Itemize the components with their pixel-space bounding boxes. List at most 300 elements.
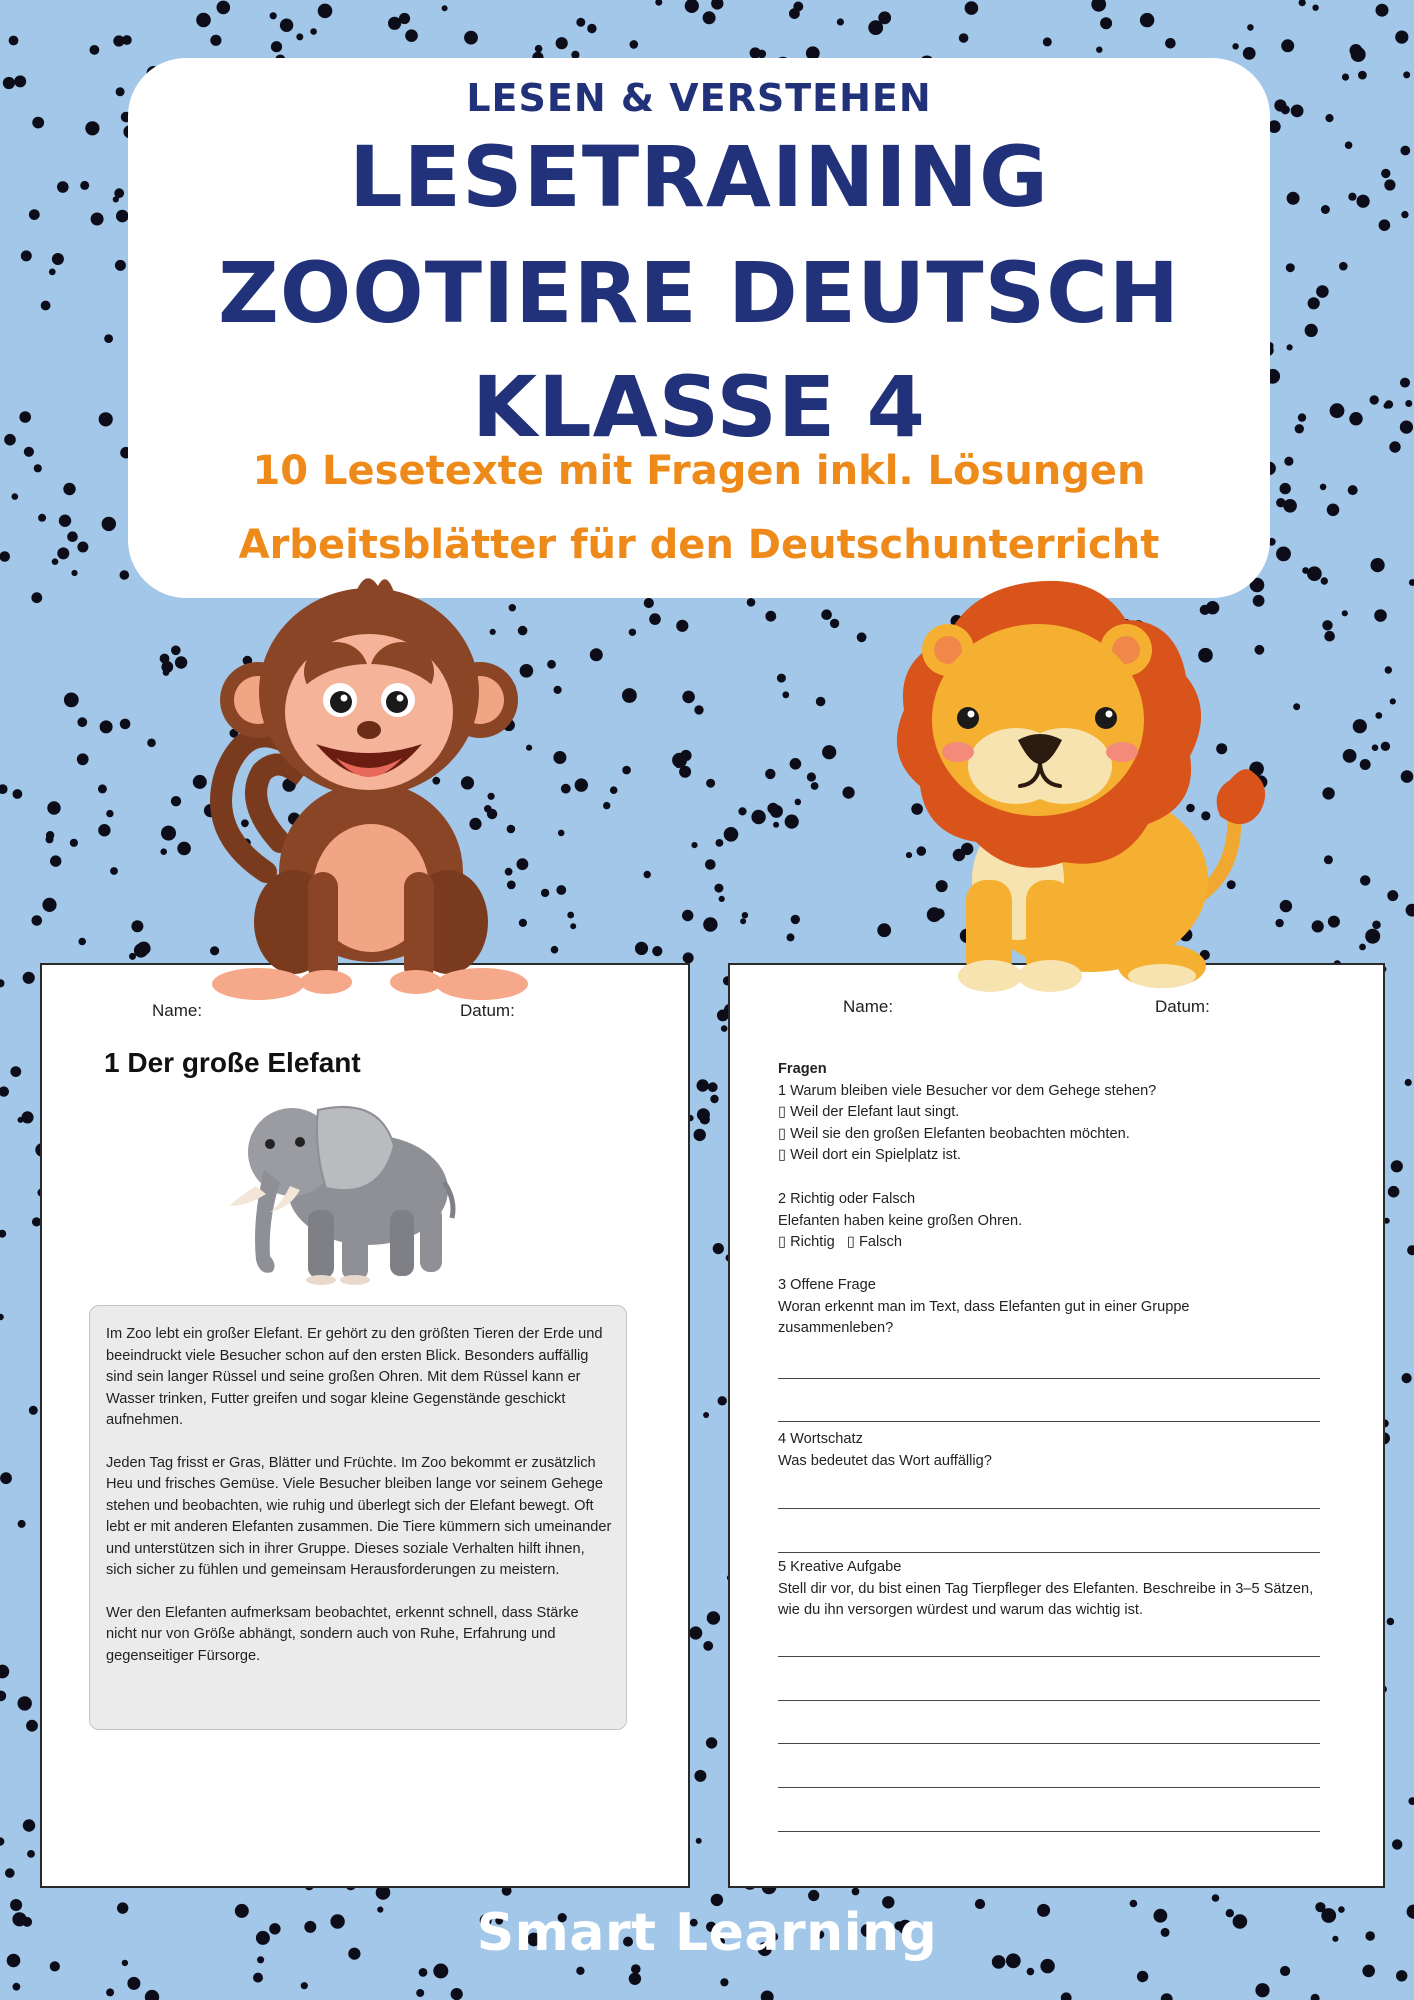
background-dot: [691, 842, 697, 848]
background-dot: [1312, 920, 1324, 932]
background-dot: [19, 411, 31, 423]
background-dot: [1365, 929, 1380, 944]
background-dot: [296, 33, 303, 40]
background-dot: [77, 753, 89, 765]
background-dot: [808, 1890, 819, 1901]
background-dot: [120, 570, 130, 580]
background-dot: [708, 1082, 718, 1092]
answer-line[interactable]: [778, 1508, 1320, 1509]
background-dot: [115, 260, 126, 271]
reading-paragraph-1: Im Zoo lebt ein großer Elefant. Er gehört zu den größten Tieren der Erde und beeindruckt viele Besucher schon auf den ersten Blick. Besonders auffällig sind sein langer Rüssel und seine großen Ohren. Mit dem Rüssel kann er Wasser trinken, Futter greifen und sogar kleine Gegenstände geschickt aufnehmen.: [106, 1326, 603, 1428]
background-dot: [652, 946, 662, 956]
reading-paragraph-2: Jeden Tag frisst er Gras, Blätter und Früchte. Im Zoo bekommt er zusätzlich Heu und frisches Gemüse. Viele Besucher bleiben lange vor seinem Gehege stehen und beobachten, wie ruhig und überlegt sich der Elefant bewegt. Oft lebt er mit anderen Elefanten zusammen. Die Tiere kümmern sich umeinander und unterstützen sich in ihrer Gruppe. Dieses soziale Verhalten hilft ihnen, sich sicher zu fühlen und gemeinsam Herausforderungen zu meistern.: [106, 1454, 612, 1578]
falsch-option[interactable]: Falsch: [858, 1234, 902, 1250]
question-1-option-1[interactable]: ▯ Weil der Elefant laut singt.: [778, 1104, 960, 1120]
background-dot: [682, 910, 693, 921]
background-dot: [4, 434, 16, 446]
background-dot: [1381, 169, 1390, 178]
background-dot: [1308, 297, 1320, 309]
background-dot: [554, 686, 562, 694]
background-dot: [1348, 193, 1356, 201]
background-dot: [271, 41, 282, 52]
background-dot: [1372, 744, 1379, 751]
background-dot: [147, 739, 156, 748]
background-dot: [310, 28, 317, 35]
background-dot: [713, 1243, 724, 1254]
background-dot: [32, 117, 44, 129]
background-dot: [1096, 47, 1102, 53]
worksheet-text-page: [40, 963, 690, 1888]
background-dot: [90, 45, 100, 55]
name-label: Name:: [152, 1001, 203, 1020]
background-dot: [1392, 1839, 1402, 1849]
background-dot: [570, 923, 576, 929]
background-dot: [603, 802, 610, 809]
background-dot: [1390, 698, 1396, 704]
background-dot: [556, 885, 566, 895]
background-dot: [1100, 17, 1112, 29]
background-dot: [535, 45, 543, 53]
background-dot: [0, 1837, 4, 1846]
background-dot: [405, 29, 418, 42]
background-dot: [1339, 262, 1348, 271]
background-dot: [47, 801, 60, 814]
background-dot: [1371, 558, 1385, 572]
background-dot: [78, 938, 86, 946]
background-dot: [160, 654, 170, 664]
date-label: Datum:: [460, 1001, 515, 1020]
background-dot: [1375, 712, 1382, 719]
question-5-text: Stell dir vor, du bist einen Tag Tierpfleger des Elefanten. Beschreibe in 3–5 Sätzen, wie du ihn versorgen würdest und warum das wichtig ist.: [778, 1580, 1314, 1618]
background-dot: [1405, 1079, 1412, 1086]
background-dot: [751, 810, 765, 824]
subtitle-2: Arbeitsblätter für den Deutschunterricht: [238, 522, 1160, 568]
checkbox-icon[interactable]: ▯: [846, 1234, 855, 1250]
background-dot: [1395, 30, 1408, 43]
background-dot: [1322, 620, 1332, 630]
background-dot: [707, 1611, 720, 1624]
background-dot: [1401, 770, 1414, 783]
background-dot: [790, 758, 802, 770]
background-dot: [100, 720, 113, 733]
question-4-title: 4 Wortschatz: [778, 1431, 863, 1447]
name-label: Name:: [843, 997, 894, 1016]
background-dot: [1391, 1160, 1403, 1172]
background-dot: [676, 620, 688, 632]
background-dot: [34, 464, 42, 472]
background-dot: [419, 1968, 428, 1977]
questions-heading: Fragen: [778, 1061, 827, 1077]
lion-icon: [870, 580, 1280, 1000]
background-dot: [821, 609, 832, 620]
background-dot: [629, 1973, 641, 1985]
background-dot: [1299, 0, 1306, 6]
background-dot: [1342, 74, 1349, 81]
background-dot: [301, 1982, 308, 1989]
background-dot: [1307, 566, 1322, 581]
background-dot: [32, 915, 43, 926]
background-dot: [685, 0, 699, 13]
background-dot: [694, 1129, 706, 1141]
background-dot: [175, 656, 187, 668]
background-dot: [587, 24, 596, 33]
background-dot: [104, 334, 113, 343]
background-dot: [1328, 916, 1340, 928]
background-dot: [807, 772, 816, 781]
background-dot: [703, 11, 716, 24]
background-dot: [46, 831, 54, 839]
background-dot: [773, 822, 779, 828]
background-dot: [1400, 421, 1413, 434]
background-dot: [1360, 759, 1371, 770]
background-dot: [680, 750, 691, 761]
background-dot: [610, 786, 618, 794]
background-dot: [547, 660, 556, 669]
background-dot: [13, 1983, 21, 1991]
answer-line[interactable]: [778, 1743, 1320, 1744]
background-dot: [57, 547, 69, 559]
background-dot: [1276, 547, 1291, 562]
background-dot: [1286, 263, 1295, 272]
background-dot: [576, 1967, 584, 1975]
title-line-2: ZOOTIERE DEUTSCH: [217, 244, 1181, 342]
background-dot: [822, 745, 836, 759]
background-dot: [64, 693, 79, 708]
background-dot: [1325, 114, 1333, 122]
background-dot: [694, 1770, 706, 1782]
background-dot: [878, 11, 891, 24]
background-dot: [318, 4, 333, 19]
background-dot: [1358, 71, 1367, 80]
answer-line[interactable]: [778, 1378, 1320, 1379]
background-dot: [1061, 1992, 1072, 2000]
background-dot: [965, 1, 979, 15]
background-dot: [1091, 0, 1106, 12]
background-dot: [145, 1990, 159, 2000]
background-dot: [116, 210, 129, 223]
background-dot: [1359, 944, 1366, 951]
background-dot: [27, 1850, 35, 1858]
background-dot: [837, 18, 844, 25]
worksheet-questions-page: [728, 963, 1385, 1888]
subtitle-1: 10 Lesetexte mit Fragen inkl. Lösungen: [252, 448, 1146, 494]
background-dot: [1283, 499, 1297, 513]
answer-line[interactable]: [778, 1831, 1320, 1832]
background-dot: [1384, 179, 1395, 190]
background-dot: [1330, 403, 1345, 418]
background-dot: [1400, 378, 1410, 388]
background-dot: [556, 37, 568, 49]
question-1-option-3[interactable]: ▯ Weil dort ein Spielplatz ist.: [778, 1147, 961, 1163]
background-dot: [679, 766, 691, 778]
question-5-title: 5 Kreative Aufgabe: [778, 1559, 902, 1575]
background-dot: [1385, 400, 1393, 408]
question-3-text: Woran erkennt man im Text, dass Elefanten gut in einer Gruppe zusammenleben?: [778, 1298, 1190, 1336]
background-dot: [0, 1314, 4, 1320]
checkbox-icon[interactable]: ▯: [778, 1125, 787, 1142]
background-dot: [14, 75, 26, 87]
background-dot: [0, 979, 5, 987]
background-dot: [630, 40, 639, 49]
background-dot: [52, 253, 64, 265]
reading-title: 1 Der große Elefant: [104, 1047, 361, 1078]
background-dot: [171, 646, 181, 656]
background-dot: [10, 1066, 21, 1077]
background-dot: [561, 784, 571, 794]
background-dot: [1280, 483, 1291, 494]
background-dot: [80, 181, 89, 190]
background-dot: [1343, 749, 1357, 763]
background-dot: [683, 952, 694, 963]
background-dot: [24, 447, 34, 457]
background-dot: [1362, 1965, 1375, 1978]
background-dot: [0, 1230, 6, 1238]
background-dot: [127, 1977, 140, 1990]
background-dot: [811, 782, 819, 790]
background-dot: [77, 717, 87, 727]
background-dot: [787, 933, 795, 941]
background-dot: [1403, 71, 1410, 78]
background-dot: [1324, 631, 1335, 642]
background-dot: [782, 691, 789, 698]
background-dot: [1312, 5, 1318, 11]
background-dot: [13, 789, 23, 799]
background-dot: [116, 87, 125, 96]
background-dot: [1407, 1245, 1414, 1255]
background-dot: [114, 188, 124, 198]
background-dot: [703, 1412, 709, 1418]
background-dot: [590, 648, 603, 661]
background-dot: [98, 784, 107, 793]
background-dot: [622, 688, 637, 703]
background-dot: [41, 301, 51, 311]
background-dot: [852, 1888, 860, 1896]
background-dot: [9, 36, 19, 46]
background-dot: [1400, 146, 1410, 156]
background-dot: [1027, 1968, 1035, 1976]
background-dot: [575, 778, 588, 791]
answer-line[interactable]: [778, 1552, 1320, 1553]
background-dot: [1327, 504, 1340, 517]
background-dot: [1348, 485, 1358, 495]
background-dot: [1345, 141, 1353, 149]
question-4-block: [778, 1429, 1338, 1472]
background-dot: [1320, 484, 1327, 491]
background-dot: [70, 839, 78, 847]
background-dot: [23, 1819, 35, 1831]
background-dot: [451, 1988, 463, 2000]
background-dot: [795, 799, 802, 806]
background-dot: [102, 517, 116, 531]
background-dot: [416, 1989, 424, 1997]
background-dot: [31, 592, 42, 603]
question-1-option-2[interactable]: ▯ Weil sie den großen Elefanten beobachten möchten.: [778, 1125, 1130, 1142]
background-dot: [21, 250, 32, 261]
background-dot: [270, 12, 277, 19]
background-dot: [675, 760, 683, 768]
background-dot: [1287, 344, 1293, 350]
background-dot: [789, 8, 800, 19]
background-dot: [1043, 37, 1052, 46]
background-dot: [857, 632, 867, 642]
background-dot: [29, 209, 40, 220]
background-dot: [5, 1868, 15, 1878]
background-dot: [50, 855, 61, 866]
background-dot: [631, 1964, 641, 1974]
title-line-1: LESETRAINING: [349, 128, 1049, 226]
background-dot: [714, 884, 723, 893]
background-dot: [131, 920, 143, 932]
background-dot: [1137, 1971, 1148, 1982]
background-dot: [433, 1964, 448, 1979]
background-dot: [1405, 400, 1412, 407]
background-dot: [52, 558, 59, 565]
background-dot: [0, 1665, 9, 1679]
answer-line[interactable]: [778, 1656, 1320, 1657]
background-dot: [622, 766, 631, 775]
background-dot: [106, 810, 113, 817]
background-dot: [1274, 99, 1286, 111]
background-dot: [553, 751, 566, 764]
background-dot: [1376, 4, 1389, 17]
background-dot: [137, 942, 151, 956]
background-dot: [1409, 579, 1414, 586]
background-dot: [98, 824, 110, 836]
background-dot: [1293, 703, 1300, 710]
background-dot: [1353, 719, 1367, 733]
background-dot: [717, 1010, 729, 1022]
checkbox-icon[interactable]: ▯: [778, 1234, 787, 1250]
background-dot: [1387, 890, 1398, 901]
monkey-icon: [196, 572, 532, 1004]
checkbox-icon[interactable]: ▯: [778, 1147, 787, 1163]
background-dot: [217, 1, 231, 15]
background-dot: [551, 946, 559, 954]
background-dot: [196, 13, 211, 28]
background-dot: [720, 1978, 728, 1986]
background-dot: [644, 598, 654, 608]
background-dot: [210, 35, 221, 46]
background-dot: [1291, 105, 1304, 118]
answer-line[interactable]: [778, 1787, 1320, 1788]
background-dot: [791, 915, 800, 924]
background-dot: [1140, 13, 1154, 27]
background-dot: [1372, 921, 1381, 930]
background-dot: [710, 1095, 718, 1103]
background-dot: [1360, 875, 1370, 885]
background-dot: [442, 5, 448, 11]
reading-text-box: [89, 1305, 627, 1730]
background-dot: [399, 13, 410, 24]
background-dot: [1276, 498, 1285, 507]
background-dot: [777, 674, 786, 683]
background-dot: [113, 35, 124, 46]
background-dot: [635, 942, 648, 955]
background-dot: [689, 1626, 702, 1639]
question-1-text: 1 Warum bleiben viele Besucher vor dem Gehege stehen?: [778, 1082, 1157, 1099]
background-dot: [567, 912, 574, 919]
background-dot: [171, 796, 181, 806]
background-dot: [649, 613, 661, 625]
background-dot: [49, 269, 56, 276]
background-dot: [705, 859, 716, 870]
background-dot: [696, 1838, 702, 1844]
background-dot: [1280, 1966, 1290, 1976]
question-2-block: [778, 1189, 1338, 1254]
answer-line[interactable]: [778, 1421, 1320, 1422]
background-dot: [1212, 1894, 1220, 1902]
background-dot: [721, 1025, 728, 1032]
answer-line[interactable]: [778, 1700, 1320, 1701]
background-dot: [23, 972, 35, 984]
background-dot: [644, 871, 651, 878]
background-dot: [1408, 1797, 1414, 1805]
background-dot: [682, 691, 695, 704]
background-dot: [1243, 47, 1256, 60]
background-dot: [1311, 1994, 1320, 2000]
richtig-option[interactable]: Richtig: [790, 1234, 835, 1250]
background-dot: [758, 50, 767, 59]
background-dot: [655, 0, 662, 6]
background-dot: [1298, 413, 1306, 421]
background-dot: [0, 1086, 9, 1096]
background-dot: [785, 815, 799, 829]
background-dot: [91, 213, 104, 226]
question-2-statement: Elefanten haben keine großen Ohren.: [778, 1212, 1023, 1229]
elephant-icon: [230, 1090, 462, 1290]
background-dot: [106, 1988, 114, 1996]
background-dot: [1357, 195, 1370, 208]
background-dot: [1305, 324, 1318, 337]
background-dot: [163, 669, 170, 676]
background-dot: [59, 515, 71, 527]
background-dot: [26, 1720, 38, 1732]
background-dot: [1385, 666, 1392, 673]
background-dot: [1322, 787, 1334, 799]
background-dot: [71, 570, 77, 576]
background-dot: [541, 889, 549, 897]
background-dot: [161, 826, 176, 841]
background-dot: [558, 830, 565, 837]
background-dot: [959, 33, 969, 43]
background-dot: [816, 697, 826, 707]
background-dot: [18, 1696, 32, 1710]
background-dot: [711, 0, 723, 10]
background-dot: [67, 531, 78, 542]
background-dot: [1402, 1373, 1412, 1383]
background-dot: [742, 912, 748, 918]
background-dot: [718, 1396, 727, 1405]
checkbox-icon[interactable]: ▯: [778, 1104, 787, 1120]
background-dot: [1406, 904, 1414, 917]
title-line-3: KLASSE 4: [472, 358, 926, 456]
background-dot: [0, 784, 8, 794]
question-4-text: Was bedeutet das Wort auffällig?: [778, 1452, 992, 1469]
background-dot: [1284, 457, 1293, 466]
background-dot: [77, 542, 88, 553]
background-dot: [770, 805, 783, 818]
background-dot: [697, 1079, 709, 1091]
background-dot: [63, 483, 75, 495]
background-dot: [18, 1520, 26, 1528]
background-dot: [1247, 24, 1254, 31]
background-dot: [1370, 395, 1379, 404]
background-dot: [177, 842, 191, 856]
background-dot: [1161, 1993, 1173, 2000]
background-dot: [129, 953, 136, 960]
background-dot: [724, 827, 739, 842]
date-label: Datum:: [1155, 997, 1210, 1016]
